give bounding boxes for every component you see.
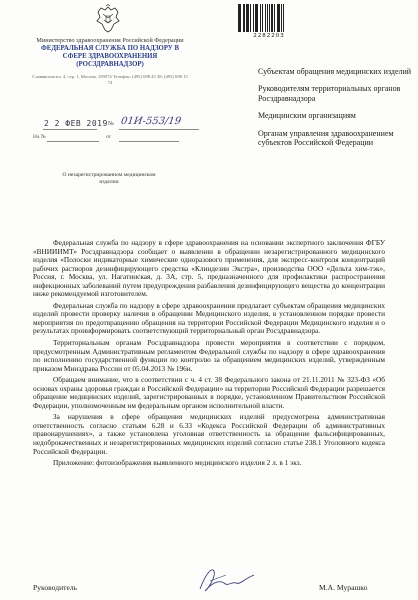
reference-number-underline <box>47 141 99 142</box>
organization-header <box>30 37 190 86</box>
body-paragraph: Территориальным органам Росздравнадзора провести мероприятия в соответствии с порядком, предусмотренным Административным регламентом Федеральной службы по надзору в сфере здравоохранения по исполнению государственной функции по контролю за обращением медицинских изделий, утвержденным приказом Минздрава России от 05.04.2013 № 196н. <box>33 338 385 373</box>
barcode <box>238 4 300 40</box>
number-underline <box>119 129 199 130</box>
attachment-note: Приложение: фотоизображения выявленного медицинского изделия 2 л. в 1 экз. <box>53 458 302 468</box>
reference-row <box>33 134 203 140</box>
number-label: № <box>108 121 114 127</box>
letter-date: 2 2 ФЕВ 2019 <box>44 119 108 128</box>
addressees-block <box>258 67 418 155</box>
registration-number: 01И-553/19 <box>120 116 182 127</box>
date-number-block <box>33 116 203 148</box>
reference-from-label: от <box>106 134 112 140</box>
body-paragraph: Федеральная служба по надзору в сфере здравоохранения предлагает субъектам обращения медицинских изделий провести проверку наличия в обращении Медицинского изделия, в установленном порядке провести мероприятия по предотвращению обращения на территории Российской Федерации Медицинского изделия и о результатах проинформировать соответствующий территориальный орган Росздравнадзора. <box>33 300 385 336</box>
ministry-name: Министерство здравоохранения Российской Федерации <box>36 37 184 44</box>
body-paragraph: Обращаем внимание, что в соответствии с ч. 4 ст. 38 Федерального закона от 21.11.2011 № 323-ФЗ «Об основах охраны здоровья граждан в Российской Федерации» на территории Российской Федерации разрешается обращение медицинских изделий, зарегистрированных в порядке, установленном Правительством Российской Федерации, уполномоченным им федеральным органом исполнительной власти. <box>33 375 385 410</box>
barcode-bar <box>283 4 285 32</box>
coat-of-arms-icon <box>93 4 123 34</box>
letter-subject: О незарегистрированном медицинском изделии <box>62 172 156 185</box>
date-underline <box>43 129 97 130</box>
signatory-name: М.А. Мурашко <box>319 583 368 592</box>
barcode-bars <box>238 4 300 32</box>
barcode-number: 2282203 <box>253 33 285 39</box>
letter-body <box>33 239 385 471</box>
service-name: ФЕДЕРАЛЬНАЯ СЛУЖБА ПО НАДЗОРУ В СФЕРЕ ЗДРАВООХРАНЕНИЯ (РОСЗДРАВНАДЗОР) <box>40 45 180 68</box>
reference-date-underline <box>119 141 179 142</box>
body-paragraph: Федеральная служба по надзору в сфере здравоохранения на основании экспертного заключения ФГБУ «ВНИИИМТ» Росздравнадзора сообщает о выявлении в обращении незарегистрированного медицинского изделия «Полоски индикаторные химические одноразового применения, для экспресс-контроля концентраций рабочих растворов дезинфицирующего средства «Клиндезин Экстра», производства ООО «Дельта хим-тэк», Россия, г. Москва, ул. Нагатинская, д. 3А, стр. 5, предназначенного для профилактики распространения инфекционных заболеваний путем предупреждения разбавления дезинфицирующего вещества до концентрации ниже рекомендуемой изготовителем. <box>33 238 385 299</box>
handwritten-signature <box>196 563 260 597</box>
addressee: Медицинским организациям <box>258 111 356 121</box>
addressee: Субъектам обращения медицинских изделий <box>258 67 412 76</box>
reference-label: На № <box>33 134 47 140</box>
addressee: Руководителям территориальных органов Росздравнадзора <box>258 84 401 103</box>
body-paragraph: За нарушения в сфере обращения медицинских изделий предусмотрена административная ответственность согласно статьям 6.28 и 6.33 «Кодекса Российской Федерации об административных правонарушениях», а также установлена уголовная ответственность за обращение фальсифицированных, недоброкачественных и незарегистрированных медицинских изделий согласно статье 238.1 Уголовного кодекса Российской Федерации. <box>33 412 385 456</box>
addressee: Органам управления здравоохранением субъектов Российской Федерации <box>258 128 394 148</box>
signatory-title: Руководитель <box>33 583 78 592</box>
organization-address: Славянская пл. 4, стр. 1, Москва, 109074 Телефон: (495) 698 45 38; (495) 698 15 74 <box>32 73 188 85</box>
